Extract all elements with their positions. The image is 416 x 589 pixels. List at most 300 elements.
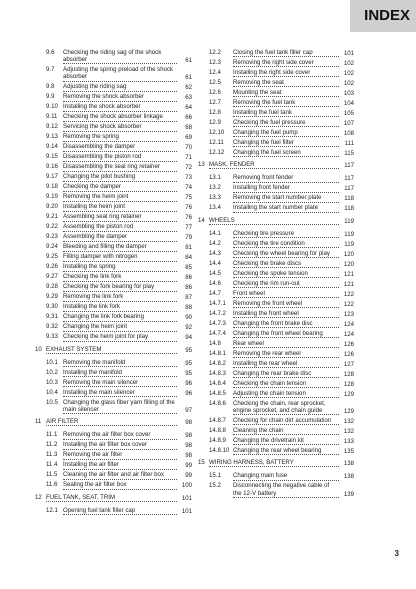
- toc-entry[interactable]: [198, 204, 354, 212]
- toc-entry[interactable]: [35, 133, 192, 141]
- toc-entry[interactable]: [198, 290, 354, 298]
- toc-entry-title: FUEL TANK, SEAT, TRIM: [46, 494, 177, 502]
- toc-entry-number: 9.23: [46, 233, 58, 241]
- toc-entry-number: 10.5: [46, 398, 58, 406]
- toc-entry-number: 12.5: [209, 79, 221, 86]
- toc-entry-title: Installing the air filter: [63, 461, 177, 469]
- toc-entry[interactable]: [35, 49, 192, 64]
- toc-section[interactable]: [35, 418, 192, 426]
- toc-entry-page: 81: [185, 244, 192, 252]
- toc-entry-page: 133: [343, 438, 354, 446]
- toc-entry-number: 14.8.3: [209, 369, 226, 377]
- toc-entry-page: 101: [181, 494, 192, 502]
- toc-entry-title: Changing the front wheel bearing: [233, 330, 339, 338]
- toc-entry-number: 14.8.2: [209, 359, 226, 367]
- toc-entry[interactable]: [35, 333, 192, 341]
- toc-entry[interactable]: [35, 66, 192, 81]
- toc-entry-title: Sealing the air filter box: [63, 481, 177, 489]
- toc-entry-title: Assembling the damper: [63, 233, 177, 241]
- toc-entry[interactable]: [35, 481, 192, 489]
- toc-entry[interactable]: [35, 263, 192, 271]
- toc-entry[interactable]: [35, 451, 192, 459]
- toc-entry-number: 9.25: [46, 253, 58, 261]
- toc-entry-title: Removing the shock absorber: [63, 93, 177, 101]
- toc-entry[interactable]: [35, 323, 192, 331]
- toc-entry-number: 13.2: [209, 184, 221, 192]
- toc-entry-page: 138: [343, 460, 354, 468]
- toc-entry-title: Cleaning the air filter and air filter box: [63, 471, 177, 479]
- toc-entry-number: 14.8.5: [209, 389, 226, 397]
- toc-entry-number: 10.4: [46, 388, 58, 396]
- toc-entry-title: Checking the link fork: [63, 273, 177, 281]
- toc-entry[interactable]: [35, 441, 192, 449]
- toc-entry-page: 103: [343, 90, 354, 97]
- toc-entry[interactable]: [198, 79, 354, 87]
- toc-entry[interactable]: [198, 69, 354, 77]
- toc-entry[interactable]: [198, 194, 354, 202]
- toc-entry[interactable]: [35, 359, 192, 367]
- toc-entry-page: 69: [185, 134, 192, 142]
- toc-entry[interactable]: [198, 250, 354, 258]
- toc-entry-page: 121: [343, 270, 354, 278]
- toc-entry[interactable]: [35, 303, 192, 311]
- toc-entry[interactable]: [198, 129, 354, 137]
- toc-entry[interactable]: [35, 153, 192, 161]
- toc-entry[interactable]: [35, 369, 192, 377]
- toc-entry-title: Checking tire pressure: [233, 230, 339, 238]
- toc-section[interactable]: [198, 217, 354, 225]
- toc-entry-number: 10.3: [46, 378, 58, 386]
- toc-entry-number: 12.11: [209, 139, 224, 146]
- toc-entry-page: 95: [185, 346, 192, 354]
- toc-entry-number: 10.1: [46, 358, 58, 366]
- toc-entry-page: 94: [185, 334, 192, 342]
- toc-entry-title: Removing the manifold: [63, 359, 177, 367]
- toc-entry[interactable]: [198, 174, 354, 182]
- toc-entry-page: 90: [185, 314, 192, 322]
- toc-entry-title: Adjusting the spring preload of the shock absorber: [63, 66, 177, 81]
- toc-entry-title: Changing the fuel filter: [233, 139, 339, 147]
- toc-entry-page: 85: [185, 264, 192, 272]
- toc-entry[interactable]: [198, 119, 354, 127]
- toc-entry-title: Assembling the piston rod: [63, 223, 177, 231]
- toc-entry-title: Checking for chain dirt accumulation: [233, 417, 339, 425]
- toc-entry-page: 71: [185, 154, 192, 162]
- toc-entry-page: 88: [185, 304, 192, 312]
- toc-entry-title: Disassembling the damper: [63, 143, 177, 151]
- toc-entry-title: Changing the drivetrain kit: [233, 437, 339, 445]
- toc-entry-title: Installing the manifold: [63, 369, 177, 377]
- toc-entry-number: 9.9: [46, 93, 55, 101]
- toc-entry-number: 14.7.2: [209, 309, 226, 317]
- toc-entry-title: Installing the link fork: [63, 303, 177, 311]
- toc-entry-number: 9.7: [46, 66, 55, 74]
- toc-entry[interactable]: [198, 340, 354, 348]
- toc-entry-number: 9.16: [46, 163, 58, 171]
- toc-entry-number: 9.28: [46, 283, 58, 291]
- toc-entry-number: 15: [198, 459, 205, 467]
- toc-entry-title: Removing the main silencer: [63, 379, 177, 387]
- toc-section[interactable]: [35, 346, 192, 354]
- toc-entry-title: Adjusting the riding sag: [63, 83, 177, 91]
- toc-entry-title: Checking the chain tension: [233, 380, 339, 388]
- toc-entry-page: 76: [185, 214, 192, 222]
- toc-entry-number: 14.8.9: [209, 437, 226, 445]
- toc-entry-number: 9.15: [46, 153, 58, 161]
- toc-entry[interactable]: [35, 379, 192, 387]
- toc-entry-number: 9.14: [46, 143, 58, 151]
- toc-entry-title: Installing the start number plate: [233, 204, 339, 212]
- toc-entry[interactable]: [198, 360, 354, 368]
- toc-entry-number: 14.8.8: [209, 427, 226, 435]
- toc-entry-page: 117: [344, 175, 354, 183]
- toc-entry-number: 9.20: [46, 203, 58, 211]
- toc-entry-title: Changing the pilot bushing: [63, 173, 177, 181]
- toc-entry-number: 12.7: [209, 99, 221, 106]
- toc-entry-number: 11.3: [46, 451, 58, 459]
- index-tab: [350, 0, 416, 32]
- toc-entry-page: 70: [185, 144, 192, 152]
- toc-entry-title: Installing the main silencer: [63, 389, 177, 397]
- toc-entry-title: Removing the air filter box cover: [63, 431, 177, 439]
- toc-entry-number: 14.8.7: [209, 417, 226, 425]
- toc-entry[interactable]: [198, 482, 354, 497]
- toc-entry[interactable]: [35, 293, 192, 301]
- toc-entry[interactable]: [35, 389, 192, 397]
- toc-entry-page: 77: [185, 224, 192, 232]
- toc-entry-title: Removing the link fork: [63, 293, 177, 301]
- toc-entry-title: Removing front fender: [233, 174, 339, 182]
- toc-entry[interactable]: [198, 89, 354, 97]
- toc-entry-page: 104: [343, 100, 354, 107]
- toc-entry-number: 9.22: [46, 223, 58, 231]
- toc-entry-number: 12.4: [209, 69, 221, 76]
- toc-entry-title: Installing the heim joint: [63, 203, 177, 211]
- toc-entry-number: 9.21: [46, 213, 58, 221]
- toc-entry-page: 79: [185, 234, 192, 242]
- toc-entry-title: WIRING HARNESS, BATTERY: [209, 459, 339, 467]
- toc-entry-title: Closing the fuel tank filler cap: [233, 49, 339, 57]
- toc-entry[interactable]: [35, 313, 192, 321]
- toc-entry-number: 10: [35, 345, 42, 353]
- toc-entry-number: 9.18: [46, 183, 58, 191]
- toc-entry[interactable]: [198, 300, 354, 308]
- toc-entry[interactable]: [35, 143, 192, 151]
- toc-entry-page: 139: [343, 490, 354, 498]
- toc-entry[interactable]: [198, 280, 354, 288]
- toc-entry-number: 12.12: [209, 149, 225, 156]
- toc-entry-page: 102: [343, 80, 354, 87]
- toc-entry-title: Checking the spoke tension: [233, 270, 339, 278]
- page-number: 3: [394, 549, 399, 558]
- toc-entry-page: 111: [344, 140, 354, 147]
- toc-entry-title: Changing main fuse: [233, 472, 339, 480]
- toc-entry-page: 128: [343, 370, 354, 378]
- toc-entry-page: 96: [185, 379, 192, 387]
- toc-entry[interactable]: [198, 310, 354, 318]
- toc-entry-title: Removing the fuel tank: [233, 99, 339, 107]
- toc-entry-title: Disassembling the piston rod: [63, 153, 177, 161]
- toc-entry-page: 73: [185, 174, 192, 182]
- toc-entry[interactable]: [35, 243, 192, 251]
- toc-entry-page: 120: [343, 250, 354, 258]
- toc-entry-title: Checking the chain, rear sprocket, engine sprocket, and chain guide: [233, 400, 339, 415]
- toc-entry-page: 119: [344, 217, 354, 225]
- toc-entry-number: 14.3: [209, 249, 221, 257]
- toc-entry-title: Front wheel: [233, 290, 339, 298]
- toc-entry[interactable]: [198, 400, 354, 415]
- toc-entry-number: 12.2: [209, 49, 221, 56]
- toc-entry[interactable]: [198, 350, 354, 358]
- toc-entry-page: 132: [343, 418, 354, 426]
- toc-entry-title: Mounting the seat: [233, 89, 339, 97]
- toc-entry-number: 14.7.4: [209, 329, 226, 337]
- toc-entry-title: Checking the riding sag of the shock absorber: [63, 49, 177, 64]
- toc-entry[interactable]: [35, 233, 192, 241]
- toc-entry-title: Checking the wheel bearing for play: [233, 250, 339, 258]
- toc-entry-number: 14.4: [209, 259, 221, 267]
- toc-entry-page: 119: [344, 240, 354, 248]
- toc-entry-number: 14: [198, 216, 205, 224]
- toc-entry-page: 102: [343, 60, 354, 67]
- toc-entry-number: 9.6: [46, 49, 55, 56]
- toc-entry-number: 13.3: [209, 194, 221, 202]
- toc-entry[interactable]: [198, 390, 354, 398]
- toc-entry-title: Checking the fork bearing for play: [63, 283, 177, 291]
- toc-entry[interactable]: [198, 330, 354, 338]
- toc-entry-number: 14.7.3: [209, 319, 226, 327]
- toc-entry[interactable]: [198, 427, 354, 435]
- toc-entry[interactable]: [198, 59, 354, 67]
- toc-entry-page: 99: [185, 462, 192, 470]
- toc-entry-number: 13.4: [209, 204, 221, 212]
- toc-entry[interactable]: [198, 437, 354, 445]
- toc-entry[interactable]: [35, 173, 192, 181]
- toc-entry-number: 10.2: [46, 368, 58, 376]
- toc-entry[interactable]: [35, 183, 192, 191]
- toc-entry-page: 102: [343, 70, 354, 77]
- toc-entry-page: 74: [185, 184, 192, 192]
- toc-entry-number: 9.8: [46, 83, 55, 91]
- toc-entry-title: Rear wheel: [233, 340, 339, 348]
- toc-entry[interactable]: [198, 230, 354, 238]
- toc-entry-page: 86: [185, 274, 192, 282]
- toc-entry-page: 105: [343, 110, 354, 117]
- toc-entry[interactable]: [35, 431, 192, 439]
- toc-entry-title: Removing the rear wheel: [233, 350, 339, 358]
- toc-entry-number: 11.1: [46, 431, 58, 439]
- toc-entry[interactable]: [198, 49, 354, 57]
- toc-entry-title: Checking the rim run-out: [233, 280, 339, 288]
- toc-entry-title: Installing the fuel tank: [233, 109, 339, 117]
- toc-entry-number: 14.7: [209, 289, 221, 297]
- toc-entry-page: 99: [185, 472, 192, 480]
- toc-entry-number: 9.26: [46, 263, 58, 271]
- toc-entry[interactable]: [35, 203, 192, 211]
- toc-entry-page: 108: [343, 130, 354, 137]
- toc-entry[interactable]: [35, 93, 192, 101]
- toc-entry-title: Installing the spring: [63, 263, 177, 271]
- toc-entry-title: Servicing the shock absorber: [63, 123, 177, 131]
- toc-entry-page: 75: [185, 194, 192, 202]
- toc-entry-number: 9.24: [46, 243, 58, 251]
- toc-entry-page: 98: [185, 442, 192, 450]
- toc-entry-title: Adjusting the chain tension: [233, 390, 339, 398]
- toc-entry-number: 14.8.4: [209, 379, 226, 387]
- toc-entry-number: 14.2: [209, 239, 221, 247]
- toc-entry-title: Checking the damper: [63, 183, 177, 191]
- toc-entry[interactable]: [198, 447, 354, 455]
- toc-entry-number: 14.5: [209, 269, 221, 277]
- toc-entry[interactable]: [35, 283, 192, 291]
- toc-entry-page: 128: [343, 380, 354, 388]
- toc-entry-title: Removing the start number plate: [233, 194, 339, 202]
- toc-entry-number: 14.1: [209, 229, 221, 237]
- toc-entry-page: 132: [343, 428, 354, 436]
- toc-entry-number: 9.32: [46, 323, 58, 331]
- toc-entry[interactable]: [35, 399, 192, 414]
- toc-entry[interactable]: [198, 184, 354, 192]
- toc-entry-title: Changing the glass fiber yarn filling of the main silencer: [63, 399, 177, 414]
- toc-entry-title: MASK, FENDER: [209, 161, 339, 169]
- toc-entry[interactable]: [35, 213, 192, 221]
- toc-entry-title: EXHAUST SYSTEM: [46, 346, 177, 354]
- toc-entry-title: Changing the heim joint: [63, 323, 177, 331]
- toc-entry[interactable]: [35, 103, 192, 111]
- toc-entry-page: 117: [344, 185, 354, 193]
- toc-entry-title: Opening fuel tank filler cap: [63, 507, 177, 515]
- toc-entry[interactable]: [35, 123, 192, 131]
- toc-entry[interactable]: [35, 461, 192, 469]
- toc-entry[interactable]: [35, 471, 192, 479]
- toc-entry-page: 72: [185, 164, 192, 172]
- toc-entry-page: 97: [185, 407, 192, 415]
- toc-entry-number: 9.19: [46, 193, 58, 201]
- toc-entry-page: 126: [343, 350, 354, 358]
- toc-entry-number: 9.29: [46, 293, 58, 301]
- toc-entry-title: Filling damper with nitrogen: [63, 253, 177, 261]
- toc-entry[interactable]: [35, 507, 192, 515]
- toc-entry-number: 9.27: [46, 273, 58, 281]
- toc-section[interactable]: [198, 459, 354, 467]
- toc-entry-page: 98: [185, 452, 192, 460]
- toc-entry-page: 84: [185, 254, 192, 262]
- toc-entry[interactable]: [35, 223, 192, 231]
- toc-entry-number: 11.2: [46, 441, 58, 449]
- toc-entry-title: Checking the fuel pressure: [233, 119, 339, 127]
- toc-entry-title: Checking the shock absorber linkage: [63, 113, 177, 121]
- toc-entry-page: 100: [181, 482, 192, 490]
- toc-entry-page: 121: [343, 280, 354, 288]
- toc-entry[interactable]: [198, 472, 354, 480]
- toc-right-column: [198, 49, 354, 500]
- toc-entry[interactable]: [198, 139, 354, 147]
- toc-entry-number: 15.1: [209, 472, 221, 480]
- toc-entry-number: 11.6: [46, 481, 58, 489]
- toc-entry-title: Installing the shock absorber: [63, 103, 177, 111]
- toc-entry-title: Disconnecting the negative cable of the 12-V battery: [233, 482, 339, 497]
- toc-entry-page: 126: [343, 340, 354, 348]
- toc-entry-page: 135: [343, 448, 354, 456]
- toc-entry-title: Assembling seal ring retainer: [63, 213, 177, 221]
- toc-entry-page: 129: [343, 390, 354, 398]
- toc-entry-title: Changing the fuel screen: [233, 149, 339, 157]
- toc-entry-page: 76: [185, 204, 192, 212]
- toc-entry[interactable]: [35, 83, 192, 91]
- toc-entry-number: 12.8: [209, 109, 221, 116]
- toc-entry-number: 11.4: [46, 461, 58, 469]
- toc-entry-number: 15.2: [209, 482, 221, 490]
- toc-entry[interactable]: [198, 380, 354, 388]
- toc-entry[interactable]: [35, 253, 192, 261]
- toc-entry-title: Bleeding and filling the damper: [63, 243, 177, 251]
- toc-entry-number: 14.8.1: [209, 349, 226, 357]
- toc-section[interactable]: [198, 161, 354, 169]
- toc-entry[interactable]: [198, 417, 354, 425]
- toc-entry-number: 12: [35, 493, 42, 501]
- toc-left-column: [35, 49, 192, 517]
- toc-entry[interactable]: [198, 240, 354, 248]
- toc-entry-number: 14.8: [209, 339, 221, 347]
- toc-entry-page: 115: [344, 150, 354, 157]
- toc-entry-number: 12.10: [209, 129, 225, 136]
- toc-entry-title: Checking the brake discs: [233, 260, 339, 268]
- toc-entry-title: Removing the front wheel: [233, 300, 339, 308]
- toc-entry-title: Installing the rear wheel: [233, 360, 339, 368]
- toc-entry-page: 95: [185, 359, 192, 367]
- toc-entry-title: Changing the rear brake disc: [233, 370, 339, 378]
- toc-entry-page: 66: [185, 114, 192, 122]
- toc-entry-number: 14.8.10: [209, 447, 230, 455]
- toc-entry-title: WHEELS: [209, 217, 339, 225]
- toc-entry-page: 123: [343, 310, 354, 318]
- toc-entry-number: 12.6: [209, 89, 221, 96]
- toc-entry-page: 87: [185, 294, 192, 302]
- toc-entry-title: Installing the air filter box cover: [63, 441, 177, 449]
- toc-entry-page: 129: [343, 408, 354, 416]
- toc-entry[interactable]: [198, 149, 354, 157]
- toc-entry[interactable]: [198, 109, 354, 117]
- toc-entry[interactable]: [198, 260, 354, 268]
- toc-entry-title: Removing the right side cover: [233, 59, 339, 67]
- toc-entry[interactable]: [35, 113, 192, 121]
- toc-entry[interactable]: [198, 370, 354, 378]
- toc-entry[interactable]: [198, 320, 354, 328]
- toc-entry-number: 12.1: [46, 506, 58, 514]
- toc-entry-title: Checking the tire condition: [233, 240, 339, 248]
- toc-entry[interactable]: [198, 270, 354, 278]
- toc-entry-page: 96: [185, 389, 192, 397]
- toc-entry-page: 119: [344, 230, 354, 238]
- toc-entry[interactable]: [35, 273, 192, 281]
- toc-entry-page: 120: [343, 260, 354, 268]
- toc-entry[interactable]: [35, 193, 192, 201]
- toc-entry-title: AIR FILTER: [46, 418, 177, 426]
- toc-entry-number: 12.9: [209, 119, 221, 126]
- toc-entry-title: Changing the link fork bearing: [63, 313, 177, 321]
- toc-entry-number: 9.33: [46, 333, 58, 341]
- toc-entry-page: 98: [185, 432, 192, 440]
- toc-entry-number: 14.7.1: [209, 299, 226, 307]
- toc-entry[interactable]: [198, 99, 354, 107]
- toc-entry-title: Removing the seat: [233, 79, 339, 87]
- toc-entry-page: 92: [185, 324, 192, 332]
- toc-section[interactable]: [35, 494, 192, 502]
- toc-entry-page: 122: [343, 300, 354, 308]
- toc-entry-title: Installing the right side cover: [233, 69, 339, 77]
- toc-entry[interactable]: [35, 163, 192, 171]
- toc-entry-number: 9.30: [46, 303, 58, 311]
